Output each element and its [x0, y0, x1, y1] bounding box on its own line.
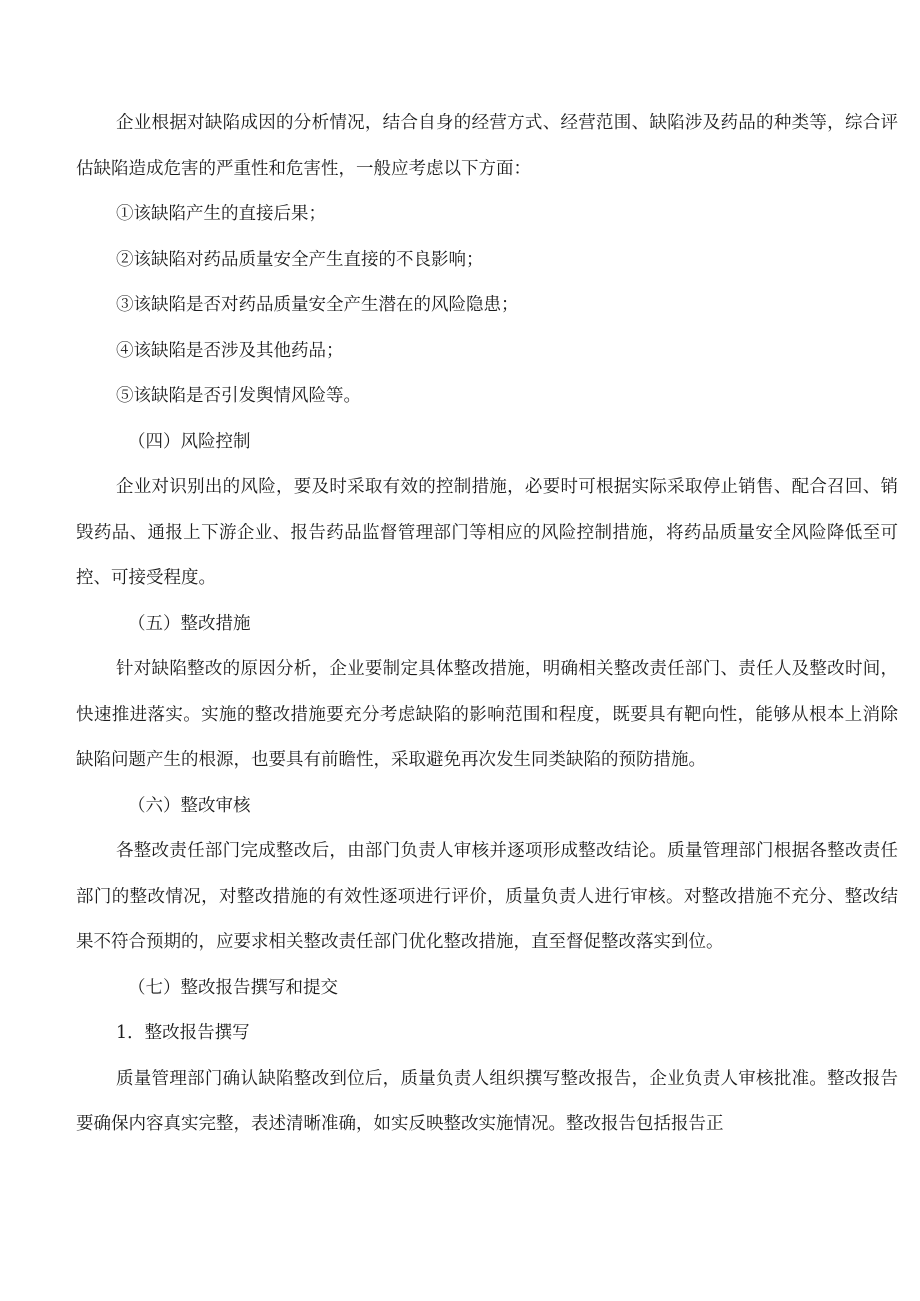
- consideration-item-5: ⑤该缺陷是否引发舆情风险等。: [116, 386, 361, 406]
- section-6-heading: （六）整改审核: [128, 795, 251, 816]
- section-4-heading: （四）风险控制: [128, 431, 251, 452]
- consideration-item-4: ④该缺陷是否涉及其他药品；: [116, 340, 344, 361]
- section-7-body: 质量管理部门确认缺陷整改到位后，质量负责人组织撰写整改报告，企业负责人审核批准。整改报告要确保内容真实完整，表述清晰准确，如实反映整改实施情况。整改报告包括报告正: [76, 1068, 898, 1134]
- consideration-item-1: ①该缺陷产生的直接后果；: [116, 204, 326, 224]
- section-5-heading: （五）整改措施: [128, 613, 251, 634]
- section-5-body: 针对缺陷整改的原因分析，企业要制定具体整改措施，明确相关整改责任部门、责任人及整改时间，快速推进落实。实施的整改措施要充分考虑缺陷的影响范围和程度，既要具有靶向性，能够从根本上消除缺陷问题产生的根源，也要具有前瞻性，采取避免再次发生同类缺陷的预防措施。: [76, 659, 898, 770]
- consideration-item-3: ③该缺陷是否对药品质量安全产生潜在的风险隐患；: [116, 295, 519, 315]
- section-7-heading: （七）整改报告撰写和提交: [128, 977, 338, 998]
- intro-paragraph: 企业根据对缺陷成因的分析情况，结合自身的经营方式、经营范围、缺陷涉及药品的种类等，综合评估缺陷造成危害的严重性和危害性，一般应考虑以下方面：: [76, 113, 898, 179]
- document-page: [76, 101, 898, 1148]
- section-6-body: 各整改责任部门完成整改后，由部门负责人审核并逐项形成整改结论。质量管理部门根据各整改责任部门的整改情况，对整改措施的有效性逐项进行评价，质量负责人进行审核。对整改措施不充分、整改结果不符合预期的，应要求相关整改责任部门优化整改措施，直至督促整改落实到位。: [76, 841, 898, 952]
- section-7-subheading: 1．整改报告撰写: [116, 1023, 250, 1043]
- consideration-item-2: ②该缺陷对药品质量安全产生直接的不良影响；: [116, 249, 484, 270]
- section-4-body: 企业对识别出的风险，要及时采取有效的控制措施，必要时可根据实际采取停止销售、配合召回、销毁药品、通报上下游企业、报告药品监督管理部门等相应的风险控制措施，将药品质量安全风险降低至可控、可接受程度。: [76, 477, 898, 588]
